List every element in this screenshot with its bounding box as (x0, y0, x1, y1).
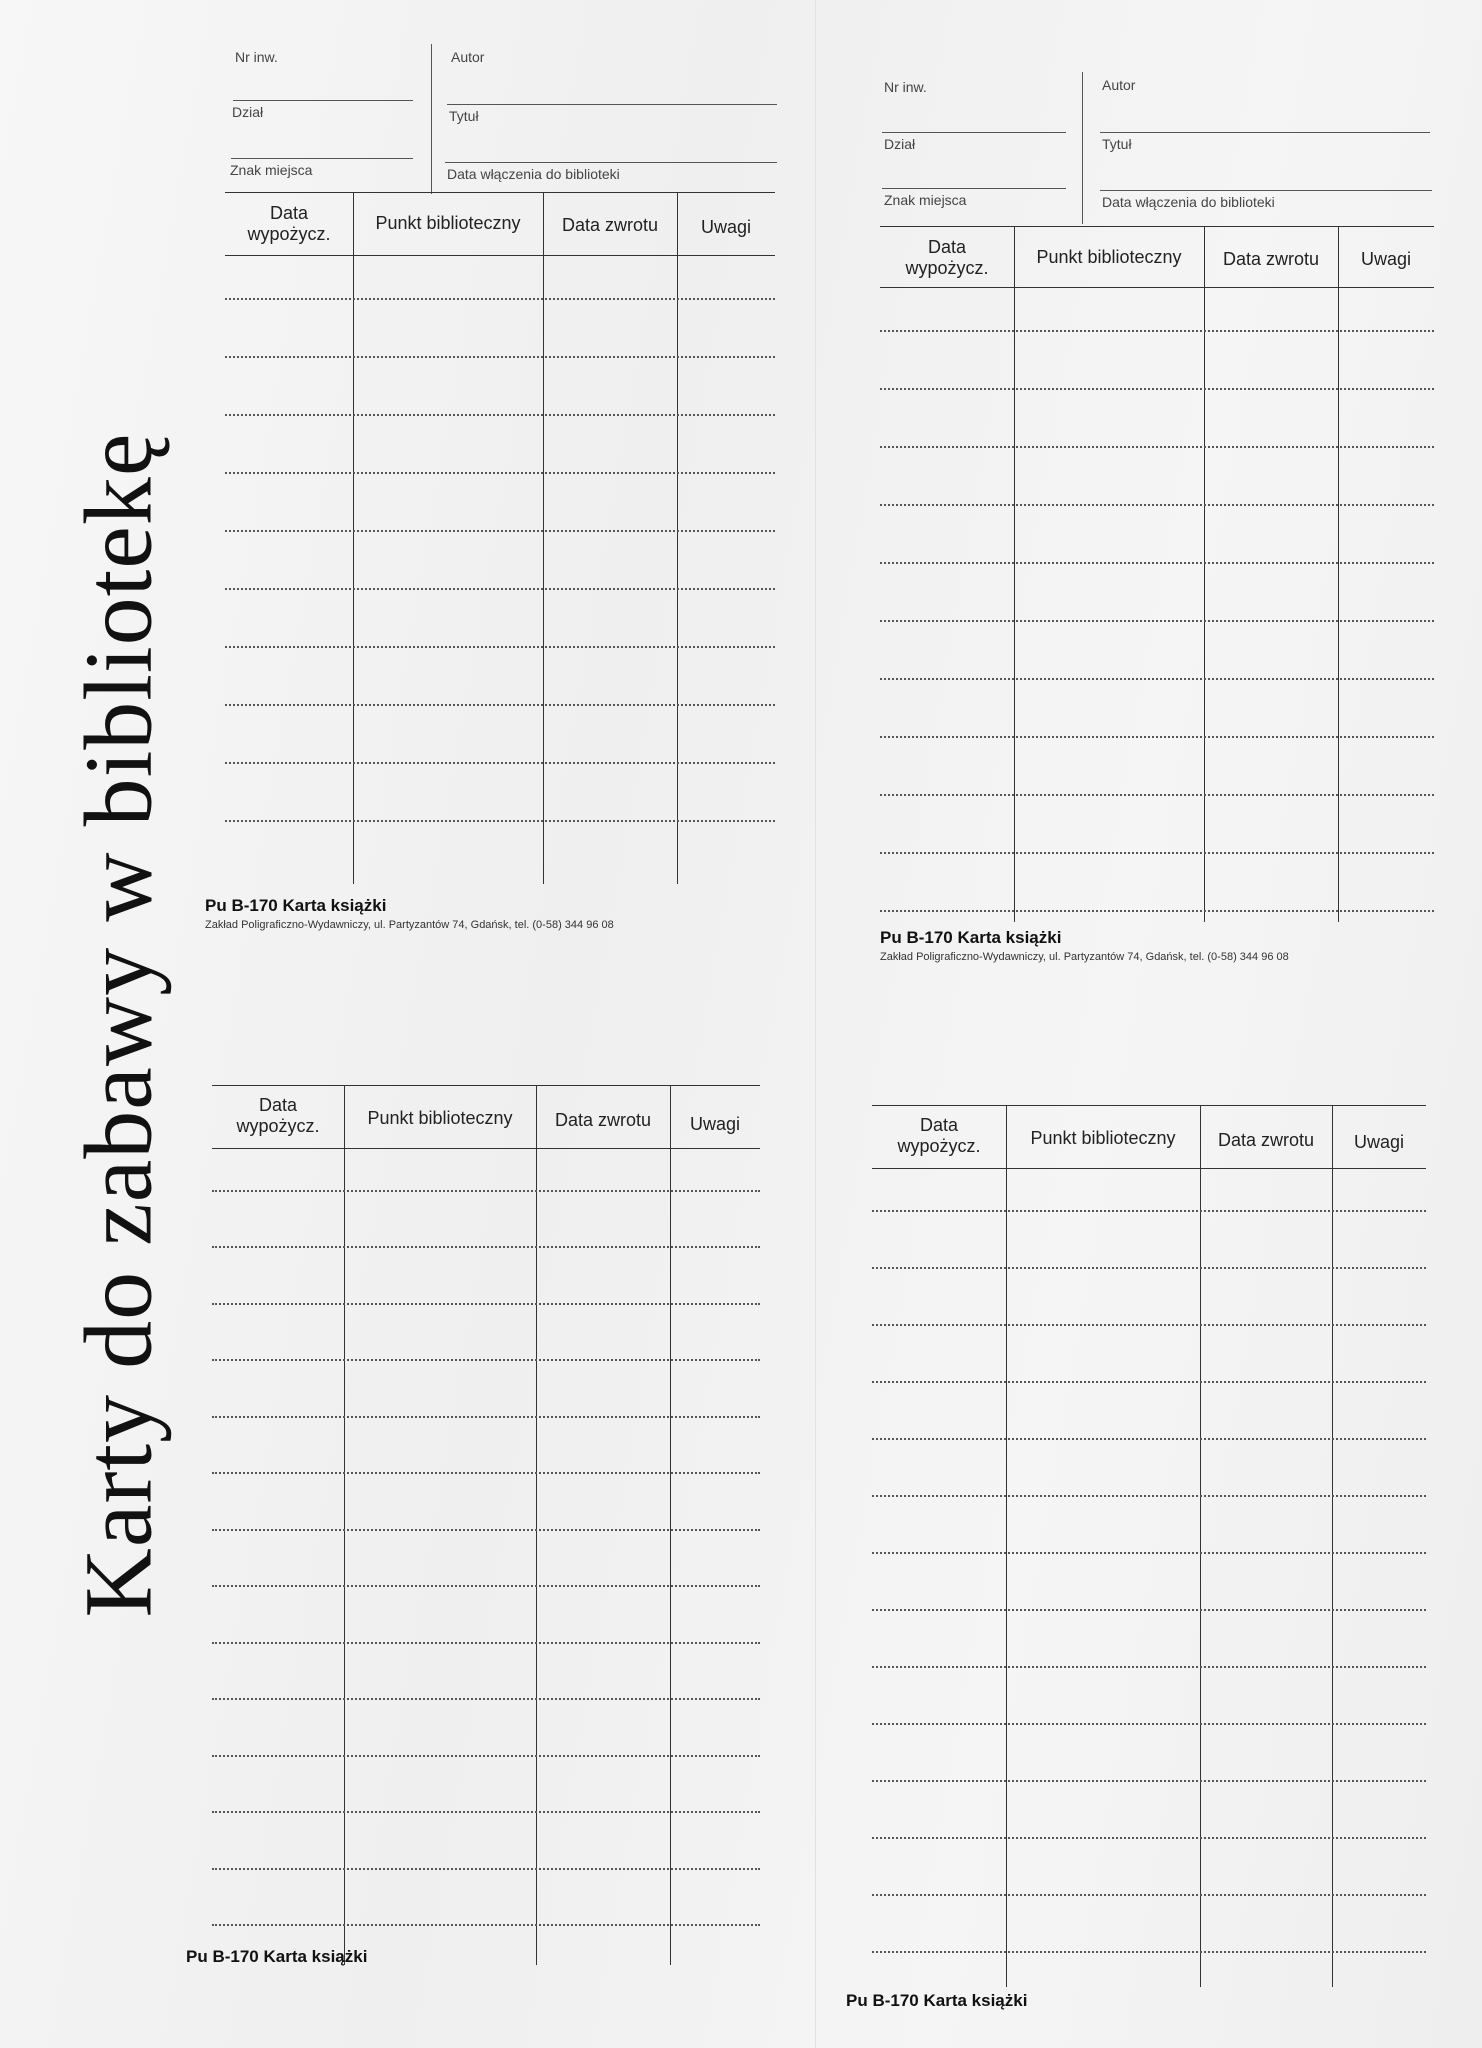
label-znak-miejsca: Znak miejsca (230, 162, 313, 178)
footer-address: Zakład Poligraficzno-Wydawniczy, ul. Partyzantów 74, Gdańsk, tel. (0-58) 344 96 08 (880, 951, 1289, 963)
ledger-row-line (212, 1811, 760, 1813)
card-footer (205, 896, 614, 931)
ledger-row-line (872, 1381, 1426, 1383)
loan-table (225, 192, 775, 884)
col-header-uwagi: Uwagi (1360, 249, 1412, 269)
book-card-top-right (880, 70, 1440, 980)
ledger-row-line (872, 1210, 1426, 1212)
ledger-row-line (225, 588, 775, 590)
ledger-row-line (225, 414, 775, 416)
col-header-punkt: Punkt biblioteczny (367, 1108, 513, 1128)
ledger-row-line (880, 562, 1434, 564)
label-znak-miejsca: Znak miejsca (884, 192, 967, 208)
ledger-row-line (872, 1666, 1426, 1668)
footer-code: Pu B-170 Karta książki (186, 1947, 368, 1966)
card-metadata (880, 70, 1440, 230)
ledger-row-line (872, 1723, 1426, 1725)
ledger-row-line (212, 1359, 760, 1361)
ledger-row-line (880, 736, 1434, 738)
ledger-row-line (872, 1552, 1426, 1554)
col-header-data-wypozycz: Data wypożycz. (897, 1115, 981, 1156)
label-nr-inw: Nr inw. (884, 79, 927, 95)
col-header-punkt: Punkt biblioteczny (375, 213, 521, 233)
ledger-row-line (212, 1868, 760, 1870)
ledger-row-line (212, 1303, 760, 1305)
ledger-row-line (212, 1246, 760, 1248)
book-card-bottom-right (846, 1105, 1432, 2025)
ledger-row-line (212, 1472, 760, 1474)
label-data-wlaczenia: Data włączenia do biblioteki (447, 166, 620, 182)
ledger-row-line (880, 388, 1434, 390)
label-tytul: Tytuł (449, 108, 479, 124)
ledger-row-line (880, 446, 1434, 448)
footer-code: Pu B-170 Karta książki (205, 896, 387, 915)
ledger-row-line (872, 1837, 1426, 1839)
footer-code: Pu B-170 Karta książki (880, 928, 1062, 947)
col-header-data-zwrotu: Data zwrotu (1217, 1130, 1315, 1150)
card-footer (880, 928, 1289, 963)
ledger-row-line (872, 1267, 1426, 1269)
ledger-row-line (880, 794, 1434, 796)
label-tytul: Tytuł (1102, 136, 1132, 152)
ledger-row-line (212, 1416, 760, 1418)
ledger-row-line (225, 530, 775, 532)
ledger-row-line (225, 298, 775, 300)
ledger-row-line (872, 1324, 1426, 1326)
col-header-data-zwrotu: Data zwrotu (554, 1110, 652, 1130)
ledger-row-line (872, 1780, 1426, 1782)
vertical-title: Karty do zabawy w bibliotekę (64, 432, 172, 1618)
footer-code: Pu B-170 Karta książki (846, 1991, 1028, 2010)
ledger-row-line (212, 1529, 760, 1531)
ledger-row-line (880, 910, 1434, 912)
col-header-punkt: Punkt biblioteczny (1030, 1128, 1176, 1148)
card-metadata (225, 40, 785, 200)
ledger-row-line (212, 1585, 760, 1587)
card-footer (846, 1991, 1027, 2011)
ledger-row-line (880, 852, 1434, 854)
ledger-row-line (225, 646, 775, 648)
ledger-row-line (880, 504, 1434, 506)
book-card-bottom-left (186, 1085, 772, 1985)
ledger-row-line (212, 1190, 760, 1192)
col-header-uwagi: Uwagi (1353, 1132, 1405, 1152)
label-dzial: Dział (884, 136, 916, 152)
book-card-top-left (205, 40, 785, 960)
loan-table (212, 1085, 760, 1965)
ledger-row-line (872, 1495, 1426, 1497)
loan-table (872, 1105, 1426, 1987)
footer-address: Zakład Poligraficzno-Wydawniczy, ul. Partyzantów 74, Gdańsk, tel. (0-58) 344 96 08 (205, 919, 614, 931)
col-header-punkt: Punkt biblioteczny (1036, 247, 1182, 267)
ledger-row-line (225, 762, 775, 764)
ledger-row-line (212, 1924, 760, 1926)
fold-line (815, 0, 816, 2048)
label-autor: Autor (451, 49, 485, 65)
col-header-data-wypozycz: Data wypożycz. (905, 237, 989, 278)
col-header-data-zwrotu: Data zwrotu (1222, 249, 1320, 269)
ledger-row-line (872, 1438, 1426, 1440)
ledger-row-line (880, 678, 1434, 680)
ledger-row-line (880, 620, 1434, 622)
ledger-row-line (212, 1642, 760, 1644)
ledger-row-line (872, 1609, 1426, 1611)
ledger-row-line (212, 1755, 760, 1757)
ledger-row-line (225, 704, 775, 706)
ledger-row-line (212, 1698, 760, 1700)
ledger-row-line (880, 330, 1434, 332)
col-header-uwagi: Uwagi (689, 1114, 741, 1134)
col-header-uwagi: Uwagi (700, 217, 752, 237)
col-header-data-zwrotu: Data zwrotu (561, 215, 659, 235)
label-data-wlaczenia: Data włączenia do biblioteki (1102, 194, 1275, 210)
label-nr-inw: Nr inw. (235, 49, 278, 65)
ledger-row-line (225, 356, 775, 358)
card-footer (186, 1947, 367, 1967)
ledger-row-line (225, 472, 775, 474)
col-header-data-wypozycz: Data wypożycz. (247, 203, 331, 244)
label-autor: Autor (1102, 77, 1136, 93)
ledger-row-line (872, 1951, 1426, 1953)
loan-table (880, 226, 1434, 922)
ledger-row-line (872, 1894, 1426, 1896)
ledger-row-line (225, 820, 775, 822)
col-header-data-wypozycz: Data wypożycz. (236, 1095, 320, 1136)
label-dzial: Dział (232, 104, 264, 120)
